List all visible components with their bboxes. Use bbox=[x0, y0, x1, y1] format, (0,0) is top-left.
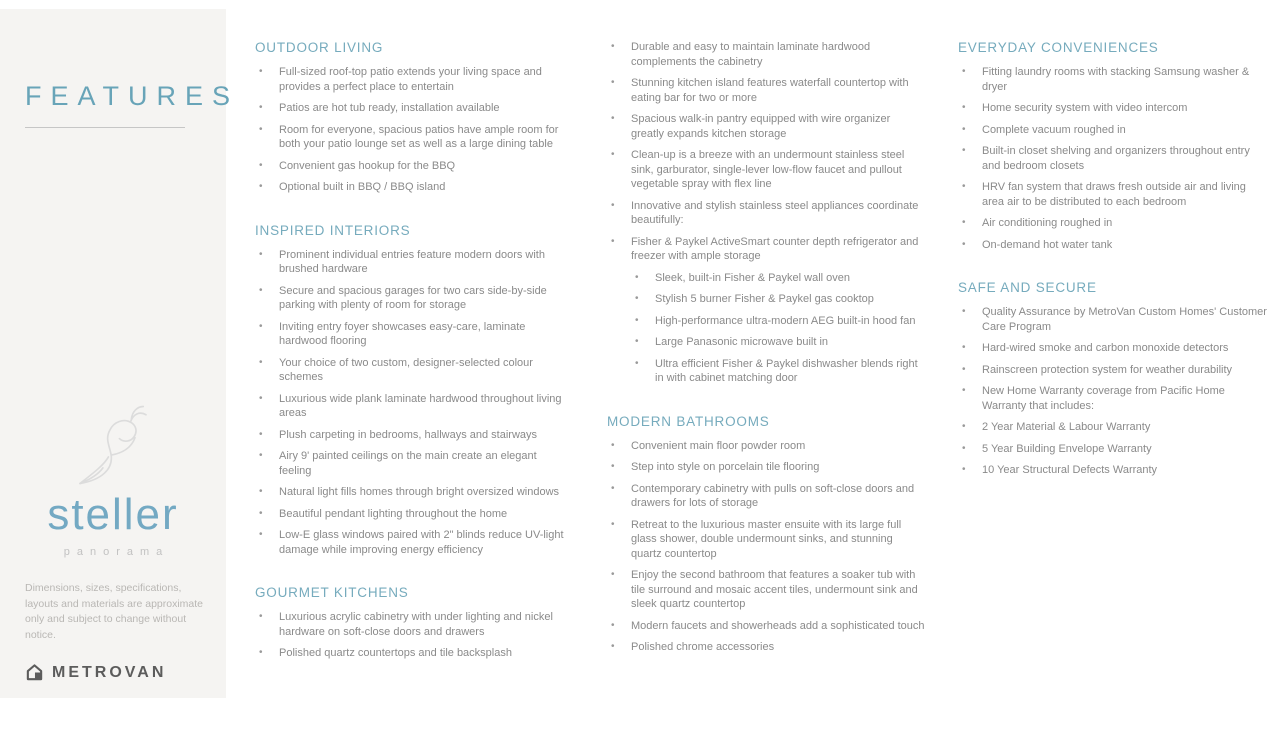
feature-item-text: Sleek, built-in Fisher & Paykel wall oven bbox=[655, 271, 851, 284]
feature-item-text: Fisher & Paykel ActiveSmart counter depth refrigerator and freezer with ample storage bbox=[631, 235, 919, 262]
bullet-icon: • bbox=[962, 464, 966, 475]
feature-item-text: Fitting laundry rooms with stacking Samsung washer & dryer bbox=[982, 66, 1250, 93]
feature-item bbox=[255, 123, 570, 152]
feature-item-text: Modern faucets and showerheads add a sophisticated touch bbox=[631, 619, 925, 632]
feature-item bbox=[607, 112, 925, 141]
bullet-icon: • bbox=[259, 248, 263, 260]
feature-item-text: Low-E glass windows paired with 2" blinds reduce UV-light damage while improving energy efficiency bbox=[279, 529, 564, 556]
feature-item-text: Beautiful pendant lighting throughout the home bbox=[279, 507, 508, 520]
bullet-icon: • bbox=[259, 356, 263, 368]
bullet-icon: • bbox=[259, 102, 263, 113]
bullet-icon: • bbox=[962, 123, 966, 135]
bullet-icon: • bbox=[611, 77, 615, 88]
feature-item-text: Your choice of two custom, designer-selected colour schemes bbox=[279, 356, 533, 383]
feature-item-text: Inviting entry foyer showcases easy-care, laminate hardwood flooring bbox=[279, 320, 526, 347]
feature-item bbox=[958, 238, 1270, 253]
feature-item-text: Patios are hot tub ready, installation available bbox=[279, 102, 500, 114]
feature-item-text: Polished quartz countertops and tile backsplash bbox=[279, 647, 512, 659]
bullet-icon: • bbox=[259, 320, 263, 332]
company-logo bbox=[25, 663, 166, 682]
feature-item-text: Ultra efficient Fisher & Paykel dishwasher blends right in with cabinet matching door bbox=[655, 357, 918, 384]
feature-section bbox=[607, 414, 925, 655]
feature-item-text: Spacious walk-in pantry equipped with wire organizer greatly expands kitchen storage bbox=[631, 113, 891, 140]
feature-item-text: High-performance ultra-modern AEG built-in hood fan bbox=[655, 314, 916, 327]
bullet-icon: • bbox=[259, 392, 263, 404]
feature-item bbox=[255, 180, 570, 195]
bullet-icon: • bbox=[635, 357, 639, 369]
feature-item-text: HRV fan system that draws fresh outside air and living area air to be distributed to each bedroom bbox=[982, 181, 1246, 208]
bullet-icon: • bbox=[259, 159, 263, 171]
feature-item bbox=[607, 40, 925, 69]
features-column-2 bbox=[607, 40, 925, 683]
feature-item-text: Secure and spacious garages for two cars side-by-side parking with plenty of room for storage bbox=[279, 284, 547, 311]
bullet-icon: • bbox=[259, 428, 263, 440]
feature-item-text: 5 Year Building Envelope Warranty bbox=[982, 442, 1152, 455]
bullet-icon: • bbox=[962, 181, 966, 192]
feature-item-text: Clean-up is a breeze with an undermount stainless steel sink, garburator, single-lever low-flow faucet and pullout vegetable spray with flex line bbox=[631, 149, 905, 190]
feature-item-text: On-demand hot water tank bbox=[982, 238, 1113, 251]
bullet-icon: • bbox=[611, 439, 615, 451]
bullet-icon: • bbox=[611, 619, 615, 631]
feature-item-text: 2 Year Material & Labour Warranty bbox=[982, 421, 1151, 433]
bullet-icon: • bbox=[259, 66, 263, 77]
feature-item bbox=[958, 442, 1270, 457]
feature-item bbox=[255, 320, 570, 349]
feature-item-text: Natural light fills homes through bright oversized windows bbox=[279, 486, 560, 498]
feature-item bbox=[255, 610, 570, 639]
feature-item-text: Home security system with video intercom bbox=[982, 102, 1188, 114]
brand-block bbox=[0, 399, 226, 558]
bullet-icon: • bbox=[635, 271, 639, 283]
bullet-icon: • bbox=[611, 199, 615, 211]
feature-item bbox=[255, 101, 570, 116]
feature-item bbox=[255, 646, 570, 661]
feature-item bbox=[255, 248, 570, 277]
bullet-icon: • bbox=[962, 306, 966, 317]
feature-item bbox=[958, 463, 1270, 478]
feature-item-text: 10 Year Structural Defects Warranty bbox=[982, 464, 1158, 476]
bullet-icon: • bbox=[962, 363, 966, 375]
bullet-icon: • bbox=[611, 641, 615, 652]
feature-item bbox=[607, 619, 925, 634]
feature-item bbox=[607, 335, 925, 350]
title-underline bbox=[25, 127, 185, 128]
bullet-icon: • bbox=[259, 507, 263, 519]
bullet-icon: • bbox=[611, 41, 615, 52]
feature-item bbox=[607, 148, 925, 192]
feature-item bbox=[607, 568, 925, 612]
feature-item bbox=[607, 439, 925, 454]
bullet-icon: • bbox=[962, 102, 966, 113]
feature-item-text: Durable and easy to maintain laminate hardwood complements the cabinetry bbox=[631, 41, 871, 68]
bird-logo-icon bbox=[58, 399, 168, 491]
feature-item-text: Rainscreen protection system for weather durability bbox=[982, 363, 1233, 376]
bullet-icon: • bbox=[611, 482, 615, 494]
bullet-icon: • bbox=[611, 113, 615, 124]
disclaimer-text: Dimensions, sizes, specifications, layouts and materials are approximate only and subject to change without notice. bbox=[25, 582, 204, 641]
feature-item-text: Optional built in BBQ / BBQ island bbox=[279, 181, 446, 193]
feature-item-text: Prominent individual entries feature modern doors with brushed hardware bbox=[279, 248, 545, 275]
bullet-icon: • bbox=[259, 529, 263, 540]
feature-item-text: Large Panasonic microwave built in bbox=[655, 336, 829, 348]
feature-item bbox=[958, 384, 1270, 413]
feature-section bbox=[607, 40, 925, 386]
feature-item bbox=[607, 482, 925, 511]
section-heading: EVERYDAY CONVENIENCES bbox=[958, 40, 1159, 55]
feature-item-text: Stunning kitchen island features waterfall countertop with eating bar for two or more bbox=[631, 77, 909, 104]
feature-item bbox=[607, 460, 925, 475]
company-name: METROVAN bbox=[52, 663, 167, 681]
feature-item bbox=[607, 357, 925, 386]
bullet-icon: • bbox=[962, 385, 966, 396]
feature-item bbox=[607, 271, 925, 286]
feature-item-text: Luxurious acrylic cabinetry with under lighting and nickel hardware on soft-close doors and drawers bbox=[279, 611, 553, 638]
feature-item-text: Full-sized roof-top patio extends your living space and provides a perfect place to entertain bbox=[279, 66, 542, 93]
feature-item-text: Contemporary cabinetry with pulls on soft-close doors and drawers for lots of storage bbox=[631, 482, 915, 509]
feature-item bbox=[255, 284, 570, 313]
feature-item-text: Retreat to the luxurious master ensuite with its large full glass shower, double undermount sinks, and stunning quartz countertop bbox=[631, 518, 902, 560]
feature-item bbox=[255, 428, 570, 443]
bullet-icon: • bbox=[962, 66, 966, 77]
section-heading: INSPIRED INTERIORS bbox=[255, 222, 411, 238]
feature-item bbox=[255, 449, 570, 478]
bullet-icon: • bbox=[962, 238, 966, 250]
feature-item bbox=[958, 341, 1270, 356]
bullet-icon: • bbox=[259, 181, 263, 192]
feature-item-text: Convenient gas hookup for the BBQ bbox=[279, 159, 456, 172]
feature-item-text: Quality Assurance by MetroVan Custom Homes' Customer Care Program bbox=[982, 306, 1267, 333]
features-column-3 bbox=[958, 40, 1270, 506]
feature-section bbox=[255, 585, 570, 661]
bullet-icon: • bbox=[259, 611, 263, 622]
feature-item bbox=[958, 65, 1270, 94]
bullet-icon: • bbox=[962, 145, 966, 156]
feature-item-text: Plush carpeting in bedrooms, hallways and stairways bbox=[279, 428, 538, 441]
feature-item bbox=[958, 144, 1270, 173]
feature-item-text: Luxurious wide plank laminate hardwood throughout living areas bbox=[279, 392, 562, 419]
feature-item bbox=[958, 123, 1270, 138]
bullet-icon: • bbox=[611, 461, 615, 472]
brand-name: steller bbox=[47, 490, 179, 539]
feature-item-text: Enjoy the second bathroom that features a soaker tub with tile surround and mosaic accent tiles, undermount sink and sleek quartz countertop bbox=[631, 569, 918, 610]
feature-item bbox=[958, 420, 1270, 435]
feature-item-text: Convenient main floor powder room bbox=[631, 439, 806, 452]
feature-item bbox=[255, 65, 570, 94]
feature-section bbox=[958, 40, 1270, 252]
feature-item-text: Room for everyone, spacious patios have ample room for both your patio lounge set as well as a large dining table bbox=[279, 123, 559, 150]
bullet-icon: • bbox=[962, 342, 966, 353]
bullet-icon: • bbox=[611, 518, 615, 530]
feature-item bbox=[607, 640, 925, 655]
page-title: FEATURES bbox=[25, 81, 240, 111]
feature-item bbox=[958, 180, 1270, 209]
feature-item-text: Polished chrome accessories bbox=[631, 641, 775, 653]
feature-item bbox=[255, 356, 570, 385]
feature-item bbox=[607, 314, 925, 329]
feature-item-text: Hard-wired smoke and carbon monoxide detectors bbox=[982, 342, 1229, 354]
feature-item-text: Stylish 5 burner Fisher & Paykel gas cooktop bbox=[655, 293, 874, 305]
house-icon bbox=[25, 663, 44, 682]
feature-item bbox=[255, 507, 570, 522]
brand-subtitle: panorama bbox=[63, 546, 170, 558]
section-heading: GOURMET KITCHENS bbox=[255, 585, 409, 600]
feature-section bbox=[255, 223, 570, 558]
feature-item-text: Built-in closet shelving and organizers throughout entry and bedroom closets bbox=[982, 145, 1250, 172]
bullet-icon: • bbox=[259, 486, 263, 497]
bullet-icon: • bbox=[635, 314, 639, 326]
bullet-icon: • bbox=[259, 284, 263, 296]
section-heading: SAFE AND SECURE bbox=[958, 280, 1097, 295]
feature-item-text: Airy 9' painted ceilings on the main create an elegant feeling bbox=[279, 450, 537, 477]
feature-item bbox=[958, 216, 1270, 231]
bullet-icon: • bbox=[962, 442, 966, 454]
bullet-icon: • bbox=[611, 235, 615, 247]
feature-section bbox=[255, 40, 570, 195]
bullet-icon: • bbox=[635, 336, 639, 347]
feature-item bbox=[607, 235, 925, 264]
bullet-icon: • bbox=[962, 421, 966, 432]
feature-item-text: Innovative and stylish stainless steel appliances coordinate beautifully: bbox=[631, 199, 919, 226]
feature-item bbox=[255, 392, 570, 421]
bullet-icon: • bbox=[611, 569, 615, 580]
bullet-icon: • bbox=[259, 450, 263, 461]
bullet-icon: • bbox=[611, 149, 615, 160]
feature-item bbox=[255, 485, 570, 500]
sidebar bbox=[0, 9, 240, 698]
bullet-icon: • bbox=[962, 217, 966, 228]
section-heading: MODERN BATHROOMS bbox=[607, 413, 770, 429]
feature-item-text: Air conditioning roughed in bbox=[982, 217, 1113, 229]
feature-item bbox=[607, 76, 925, 105]
feature-item bbox=[958, 101, 1270, 116]
feature-section bbox=[958, 280, 1270, 478]
feature-item bbox=[958, 305, 1270, 334]
feature-item bbox=[958, 363, 1270, 378]
features-column-1 bbox=[255, 40, 570, 689]
feature-item-text: Step into style on porcelain tile flooring bbox=[631, 461, 820, 473]
bullet-icon: • bbox=[635, 293, 639, 304]
feature-item bbox=[255, 528, 570, 557]
bullet-icon: • bbox=[259, 647, 263, 658]
feature-item bbox=[607, 292, 925, 307]
feature-item-text: Complete vacuum roughed in bbox=[982, 123, 1126, 136]
bullet-icon: • bbox=[259, 123, 263, 135]
feature-item bbox=[255, 159, 570, 174]
feature-item-text: New Home Warranty coverage from Pacific Home Warranty that includes: bbox=[982, 385, 1225, 412]
feature-item bbox=[607, 199, 925, 228]
feature-item bbox=[607, 518, 925, 562]
section-heading: OUTDOOR LIVING bbox=[255, 40, 384, 55]
